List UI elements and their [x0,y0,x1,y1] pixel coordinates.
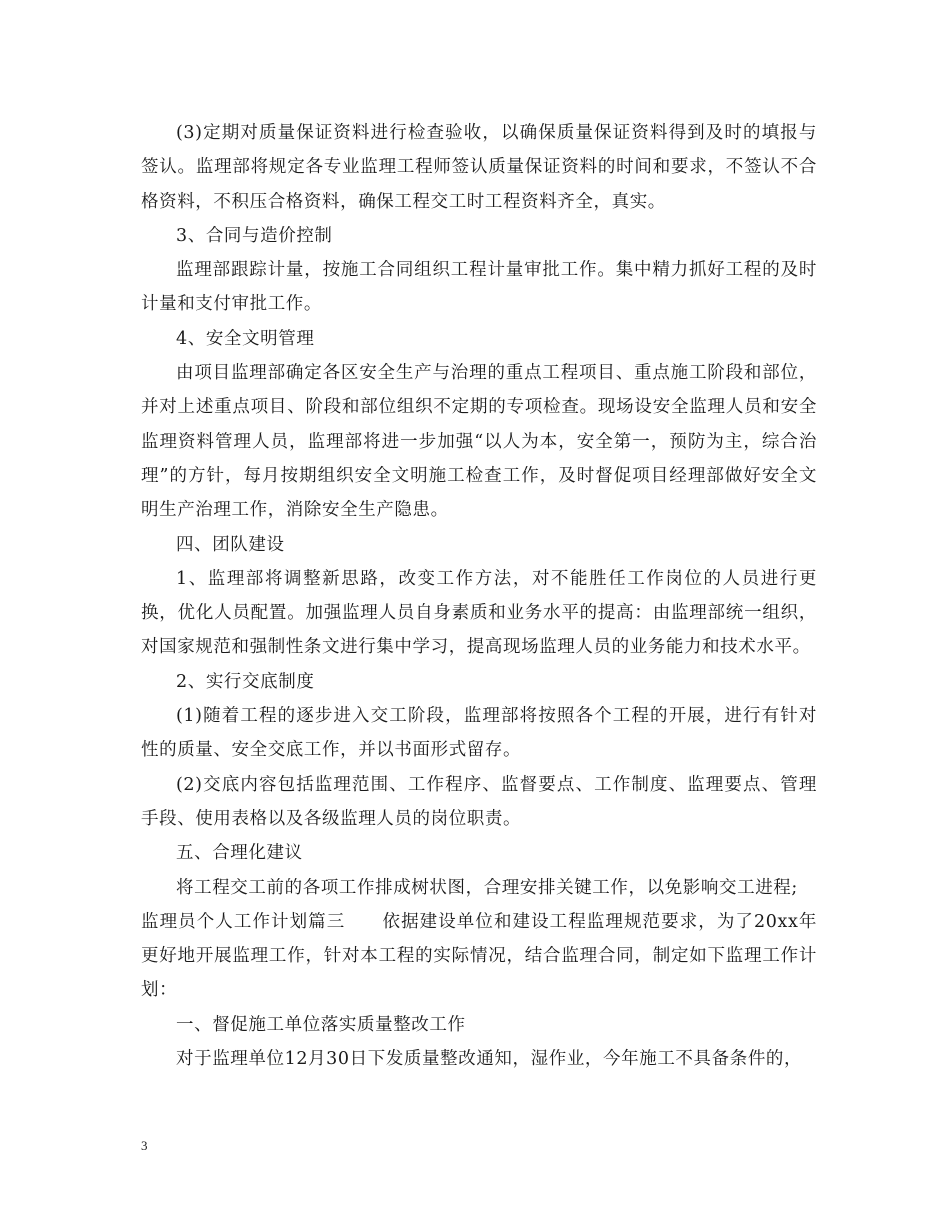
paragraph-suggestions: 将工程交工前的各项工作排成树状图，合理安排关键工作，以免影响交工进程; [176,877,798,898]
heading-team-building: 四、团队建设 [176,534,285,555]
heading-contract-cost: 3、合同与造价控制 [176,225,333,246]
paragraph-quality-docs: (3)定期对质量保证资料进行检查验收，以确保质量保证资料得到及时的填报与签认。监理部将规定各专业监理工程师签认质量保证资料的时间和要求，不签认不合格资料，不积压合格资料，确保工程交工时工程资料齐全，真实。 [141,123,817,212]
paragraph-plan-three: 监理员个人工作计划篇三 依据建设单位和建设工程监理规范要求，为了20xx年更好地开展监理工作，针对本工程的实际情况，结合监理合同，制定如下监理工作计划： [141,911,817,1001]
paragraph-measurement: 监理部跟踪计量，按施工合同组织工程计量审批工作。集中精力抓好工程的及时计量和支付审批工作。 [141,260,817,315]
paragraph-briefing-1: (1)随着工程的逐步进入交工阶段，监理部将按照各个工程的开展，进行有针对性的质量、安全交底工作，并以书面形式留存。 [141,706,817,761]
document-body [141,116,817,1076]
paragraph-rectification: 对于监理单位12月30日下发质量整改通知，湿作业，今年施工不具备条件的， [176,1049,803,1070]
paragraph-team-adjust: 1、监理部将调整新思路，改变工作方法，对不能胜任工作岗位的人员进行更换，优化人员配置。加强监理人员自身素质和业务水平的提高：由监理部统一组织，对国家规范和强制性条文进行集中学习，提高现场监理人员的业务能力和技术水平。 [141,568,817,658]
heading-briefing-system: 2、实行交底制度 [176,671,315,692]
heading-suggestions: 五、合理化建议 [176,843,303,864]
page-number: 3 [141,1138,148,1153]
paragraph-safety: 由项目监理部确定各区安全生产与治理的重点工程项目、重点施工阶段和部位，并对上述重点项目、阶段和部位组织不定期的专项检查。现场设安全监理人员和安全监理资料管理人员，监理部将进一步加强“以人为本，安全第一，预防为主，综合治理”的方针，每月按期组织安全文明施工检查工作，及时督促项目经理部做好安全文明生产治理工作，消除安全生产隐患。 [141,363,817,521]
heading-safety: 4、安全文明管理 [176,328,315,349]
paragraph-briefing-2: (2)交底内容包括监理范围、工作程序、监督要点、工作制度、监理要点、管理手段、使用表格以及各级监理人员的岗位职责。 [141,774,817,829]
heading-rectification: 一、督促施工单位落实质量整改工作 [176,1014,466,1035]
